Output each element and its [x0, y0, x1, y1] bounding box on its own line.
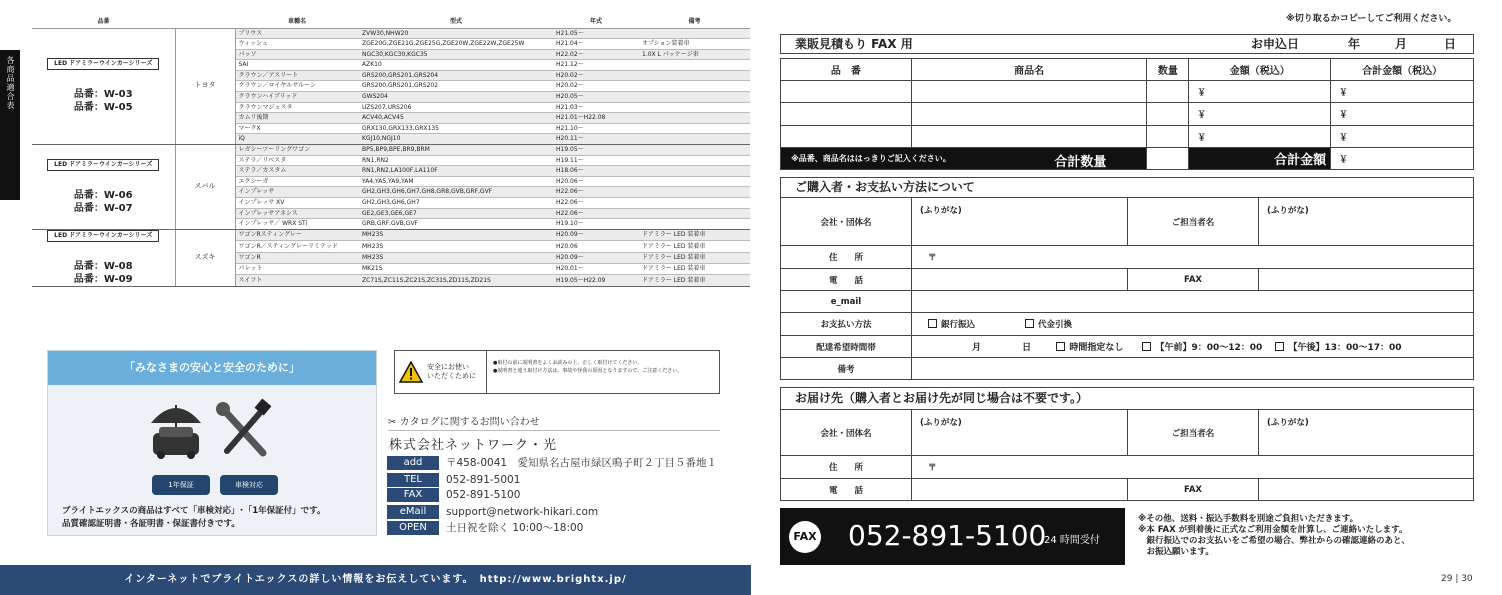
model-code-cell: GWS204 — [359, 92, 553, 103]
order-row — [781, 126, 1474, 148]
phone-input[interactable] — [912, 269, 1128, 291]
footer-banner[interactable]: インターネットでブライトエックスの詳しい情報をお伝えしています。 http://www.brightx.jp/ — [0, 565, 751, 595]
year-cell: H18.06～ — [553, 166, 639, 177]
company-label: 会社・団体名 — [781, 198, 912, 246]
fax-input[interactable] — [1259, 269, 1474, 291]
inspection-badge: 車検対応 — [220, 475, 278, 495]
shipping-table — [780, 409, 1474, 501]
part-input[interactable] — [781, 103, 912, 126]
notes-cell — [639, 70, 750, 81]
bank-transfer-checkbox[interactable] — [928, 319, 937, 328]
header-year: 年式 — [553, 14, 639, 28]
remarks-input[interactable] — [912, 358, 1474, 380]
year-cell: H19.05～H22.09 — [553, 275, 639, 286]
part-number: 品番：W-08 — [73, 260, 133, 272]
payment-label: お支払い方法 — [781, 313, 912, 336]
page-numbers: 29 | 30 — [1441, 574, 1473, 584]
model-code-cell: GRB,GRF,GVB,GVF — [359, 219, 553, 230]
car-name-cell: ワゴンR／スティングレーリミテッド — [235, 241, 359, 252]
notes-cell: 1.0X L パッケージ車 — [639, 49, 750, 60]
contact-person-input[interactable]: (ふりがな) — [1259, 198, 1474, 246]
ship-phone-input[interactable] — [912, 479, 1128, 501]
notes-cell: オプション装着車 — [639, 39, 750, 50]
note-line: お振込願います。 — [1138, 547, 1214, 557]
year-cell: H21.03～ — [553, 102, 639, 113]
email-input[interactable] — [912, 291, 1474, 313]
buyer-company-row — [781, 198, 1474, 246]
notes-cell — [639, 198, 750, 209]
total-qty-label: 合計数量 — [1054, 155, 1107, 170]
delivery-options — [912, 336, 1474, 358]
car-name-cell: パッソ — [235, 49, 359, 60]
order-header-qty: 数量 — [1147, 59, 1189, 81]
contact-email[interactable]: support@network-hikari.com — [446, 506, 599, 518]
car-name-cell: クラウンマジェスタ — [235, 102, 359, 113]
form-title: 業販見積もり FAX 用 — [795, 37, 913, 51]
delivery-day[interactable]: 日 — [1022, 343, 1032, 353]
notes-cell — [639, 28, 750, 39]
ship-contact-input[interactable]: (ふりがな) — [1259, 410, 1474, 456]
car-name-cell: ステラ／カスタム — [235, 166, 359, 177]
total-input[interactable]: ￥ — [1331, 103, 1474, 126]
amount-input[interactable]: ￥ — [1189, 81, 1331, 103]
notes-cell: ドアミラー LED 装着車 — [639, 263, 750, 274]
model-code-cell: KGJ10,NGJ10 — [359, 134, 553, 145]
car-name-cell: インプレッサ XV — [235, 198, 359, 209]
buyer-address-row — [781, 246, 1474, 269]
model-code-cell: UZS207,URS206 — [359, 102, 553, 113]
buyer-email-row — [781, 291, 1474, 313]
part-number-cell — [32, 229, 175, 286]
contact-fax: 052-891-5100 — [446, 489, 521, 501]
safety-text-line2: 品質確認証明書・各証明書・保証書付きです。 — [62, 519, 240, 529]
ship-company-input[interactable]: (ふりがな) — [912, 410, 1128, 456]
header-notes: 備考 — [639, 14, 750, 28]
contact-label-email: eMail — [387, 505, 439, 519]
order-header-total: 合計金額（税込） — [1331, 59, 1474, 81]
total-input[interactable]: ￥ — [1331, 126, 1474, 148]
phone-label: 電 話 — [781, 269, 912, 291]
notes-cell: ドアミラー LED 装着車 — [639, 252, 750, 263]
inquiry-divider — [388, 430, 720, 431]
year-cell: H20.02～ — [553, 70, 639, 81]
payment-row — [781, 313, 1474, 336]
payment-options — [912, 313, 1474, 336]
year-cell: H20.06～ — [553, 176, 639, 187]
amount-input[interactable]: ￥ — [1189, 103, 1331, 126]
model-code-cell: RN1,RN2 — [359, 155, 553, 166]
order-row — [781, 103, 1474, 126]
series-label: LED ドアミラーウインカーシリーズ — [47, 159, 159, 171]
model-code-cell: MK21S — [359, 263, 553, 274]
warning-label — [395, 351, 487, 393]
date-day[interactable]: 日 — [1444, 37, 1457, 51]
delivery-row — [781, 336, 1474, 358]
year-cell: H22.06～ — [553, 208, 639, 219]
notes-cell — [639, 134, 750, 145]
model-code-cell: ZVW30,NHW20 — [359, 28, 553, 39]
notes-cell — [639, 208, 750, 219]
notes-cell — [639, 187, 750, 198]
fax-number: 052-891-5100 — [848, 519, 1047, 552]
safety-title: 「みなさまの安心と安全のために」 — [48, 351, 376, 385]
part-number: 品番：W-07 — [73, 202, 133, 214]
year-cell: H21.05～ — [553, 28, 639, 39]
year-cell: H20.02～ — [553, 81, 639, 92]
warning-label-line2: いただくために — [427, 372, 476, 380]
maker-cell: スズキ — [175, 229, 235, 286]
buyer-section-title: ご購入者・お支払い方法について — [780, 177, 1474, 198]
safety-text — [62, 505, 325, 531]
car-name-cell: スイフト — [235, 275, 359, 286]
part-number-cell — [32, 28, 175, 145]
total-qty-input[interactable] — [1147, 148, 1189, 170]
date-month[interactable]: 月 — [1395, 37, 1408, 51]
order-total-row — [781, 148, 1474, 170]
part-number: 品番：W-05 — [73, 102, 133, 114]
year-cell: H21.04～ — [553, 39, 639, 50]
year-cell: H19.05～ — [553, 145, 639, 156]
contact-person-label: ご担当者名 — [1128, 198, 1259, 246]
notes-cell — [639, 219, 750, 230]
safety-warning-box — [394, 350, 720, 394]
series-label: LED ドアミラーウインカーシリーズ — [47, 58, 159, 70]
address-label: 住 所 — [781, 246, 912, 269]
contact-label-open: OPEN — [387, 521, 439, 535]
car-name-cell: レガシーツーリングワゴン — [235, 145, 359, 156]
model-code-cell: RN1,RN2,LA100F,LA110F — [359, 166, 553, 177]
car-name-cell: マークX — [235, 123, 359, 134]
car-name-cell: インプレッサアネシス — [235, 208, 359, 219]
year-cell: H20.11～ — [553, 134, 639, 145]
model-code-cell: MH23S — [359, 229, 553, 240]
car-name-cell: インプレッサ／ WRX STi — [235, 219, 359, 230]
note-line: 銀行振込でのお支払いをご希望の場合、弊社からの確認連絡のあと、 — [1138, 536, 1411, 546]
header-model-code: 型式 — [359, 14, 553, 28]
fax-badge: FAX — [789, 521, 821, 553]
car-name-cell: クラウンハイブリッド — [235, 92, 359, 103]
date-year[interactable]: 年 — [1348, 37, 1361, 51]
year-cell: H21.12～ — [553, 60, 639, 71]
notes-cell — [639, 123, 750, 134]
header-maker — [175, 14, 235, 28]
part-number: 品番：W-03 — [73, 89, 133, 101]
notes-cell — [639, 81, 750, 92]
total-qty-cell — [781, 148, 1147, 170]
am-checkbox[interactable] — [1142, 342, 1151, 351]
year-cell: H22.06～ — [553, 187, 639, 198]
note-line: ※本 FAX が到着後に正式なご利用金額を計算し、ご連絡いたします。 — [1138, 525, 1408, 535]
cod-checkbox[interactable] — [1025, 319, 1034, 328]
total-amount-input[interactable]: ￥ — [1331, 148, 1474, 170]
warning-line2: ●説明書と違う取付け方法は、事故や怪我の原因となりますので、ご注意ください。 — [493, 368, 683, 374]
model-code-cell: BP5,BP9,BPE,BR9,BRM — [359, 145, 553, 156]
contact-hours: 土日祝を除く 10:00～18:00 — [446, 522, 584, 534]
notes-cell — [639, 176, 750, 187]
company-input[interactable]: (ふりがな) — [912, 198, 1128, 246]
warning-line1: ●取付の前に説明書をよくお読みの上、正しく取付けてください。 — [493, 360, 643, 366]
car-name-cell: ワゴンR — [235, 252, 359, 263]
car-name-cell: カムリ後期 — [235, 113, 359, 124]
car-name-cell: SAI — [235, 60, 359, 71]
fax-hours: 24 時間受付 — [1044, 535, 1100, 546]
model-code-cell: GE2,GE3,GE6,GE7 — [359, 208, 553, 219]
car-name-cell: iQ — [235, 134, 359, 145]
qty-input[interactable] — [1147, 126, 1189, 148]
ship-address-input[interactable]: 〒 — [912, 456, 1474, 479]
amount-input[interactable]: ￥ — [1189, 126, 1331, 148]
address-input[interactable]: 〒 — [912, 246, 1474, 269]
ship-address-row — [781, 456, 1474, 479]
note-line: ※その他、送料・振込手数料を別途ご負担いただきます。 — [1138, 514, 1359, 524]
model-code-cell: MH23S — [359, 252, 553, 263]
year-cell: H19.11～ — [553, 155, 639, 166]
remarks-label: 備考 — [781, 358, 912, 380]
notes-cell — [639, 113, 750, 124]
compatibility-table — [32, 14, 750, 287]
pm-checkbox[interactable] — [1275, 342, 1284, 351]
car-name-cell: クラウン／アスリート — [235, 70, 359, 81]
model-code-cell: AZK10 — [359, 60, 553, 71]
contact-label-add: add — [387, 456, 439, 470]
notes-cell: ドアミラー LED 装着車 — [639, 241, 750, 252]
ship-phone-label: 電 話 — [781, 479, 912, 501]
order-header-product: 商品名 — [911, 59, 1147, 81]
model-code-cell: ZGE20G,ZGE21G,ZGE25G,ZGE20W,ZGE22W,ZGE25W — [359, 39, 553, 50]
warning-triangle-icon — [399, 361, 423, 383]
ship-company-row — [781, 410, 1474, 456]
remarks-row — [781, 358, 1474, 380]
notes-cell: ドアミラー LED 装着車 — [639, 229, 750, 240]
pm-label: 【午後】13：00～17：00 — [1288, 343, 1402, 353]
qty-input[interactable] — [1147, 103, 1189, 126]
order-header-part: 品 番 — [781, 59, 912, 81]
notes-cell — [639, 166, 750, 177]
year-cell: H20.09～ — [553, 229, 639, 240]
buyer-phone-row — [781, 269, 1474, 291]
email-label: e_mail — [781, 291, 912, 313]
product-input[interactable] — [911, 126, 1147, 148]
notes-cell — [639, 145, 750, 156]
part-number-cell — [32, 145, 175, 230]
year-cell: H20.01～ — [553, 263, 639, 274]
company-name: 株式会社ネットワーク・光 — [389, 438, 558, 453]
part-number: 品番：W-06 — [73, 189, 133, 201]
copy-note: ※切り取るかコピーしてご利用ください。 — [1286, 14, 1457, 24]
notes-cell — [639, 102, 750, 113]
model-code-cell: GRS200,GRS201,GRS202 — [359, 81, 553, 92]
inquiry-title — [388, 413, 540, 428]
delivery-label: 配達希望時間帯 — [781, 336, 912, 358]
compat-header-row — [32, 14, 750, 28]
fax-banner — [780, 508, 1125, 565]
buyer-table — [780, 197, 1474, 380]
compat-row — [32, 28, 750, 39]
car-name-cell: クラウン／ロイヤルサルーン — [235, 81, 359, 92]
ship-fax-label: FAX — [1128, 479, 1259, 501]
car-name-cell: ステラ／リベスタ — [235, 155, 359, 166]
year-cell: H20.06 — [553, 241, 639, 252]
am-label: 【午前】9：00～12：00 — [1155, 343, 1263, 353]
order-row — [781, 81, 1474, 103]
delivery-month[interactable]: 月 — [972, 343, 982, 353]
car-name-cell: インプレッサ — [235, 187, 359, 198]
compat-row — [32, 145, 750, 156]
part-input[interactable] — [781, 81, 912, 103]
car-name-cell: エクシーガ — [235, 176, 359, 187]
form-notes — [1138, 514, 1410, 558]
year-cell: H22.02～ — [553, 49, 639, 60]
bank-transfer-label: 銀行振込 — [941, 320, 976, 330]
ship-fax-input[interactable] — [1259, 479, 1474, 501]
warning-text — [487, 351, 719, 393]
car-name-cell: ウィッシュ — [235, 39, 359, 50]
notes-cell — [639, 60, 750, 71]
shipping-section-title: お届け先（購入者とお届け先が同じ場合は不要です。） — [780, 387, 1474, 410]
model-code-cell: GRS200,GRS201,GRS204 — [359, 70, 553, 81]
ship-address-label: 住 所 — [781, 456, 912, 479]
total-input[interactable]: ￥ — [1331, 81, 1474, 103]
model-code-cell: GRX130,GRX133,GRX135 — [359, 123, 553, 134]
contact-label-fax: FAX — [387, 488, 439, 502]
year-cell: H22.06～ — [553, 198, 639, 209]
no-time-label: 時間指定なし — [1069, 343, 1124, 353]
model-code-cell: GH2,GH3,GH6,GH7 — [359, 198, 553, 209]
year-cell: H21.01～H22.08 — [553, 113, 639, 124]
year-cell: H20.05～ — [553, 92, 639, 103]
car-name-cell: ワゴンRスティングレー — [235, 229, 359, 240]
series-label: LED ドアミラーウインカーシリーズ — [47, 230, 159, 242]
safety-text-line1: ブライトエックスの商品はすべて「車検対応」･「1年保証付」です。 — [62, 506, 326, 516]
inquiry-title-text: カタログに関するお問い合わせ — [399, 417, 540, 428]
qty-input[interactable] — [1147, 81, 1189, 103]
model-code-cell: ZC71S,ZC11S,ZC21S,ZC31S,ZD11S,ZD21S — [359, 275, 553, 286]
header-car-name: 車種名 — [235, 14, 359, 28]
fax-label: FAX — [1128, 269, 1259, 291]
total-amount-label: 合計金額 — [1189, 148, 1331, 170]
date-label: お申込日 — [1251, 37, 1300, 51]
notes-cell: ドアミラー LED 装着車 — [639, 275, 750, 286]
car-name-cell: パレット — [235, 263, 359, 274]
model-code-cell: MH23S — [359, 241, 553, 252]
model-code-cell: NGC30,KGC30,KGC35 — [359, 49, 553, 60]
product-input[interactable] — [911, 103, 1147, 126]
contact-label-tel: TEL — [387, 473, 439, 487]
order-header-row — [781, 59, 1474, 81]
form-title-bar — [780, 34, 1474, 54]
wrench-icon — [216, 402, 263, 453]
safety-panel — [47, 350, 377, 536]
notes-cell — [639, 92, 750, 103]
part-input[interactable] — [781, 126, 912, 148]
scissors-icon: ✂ — [388, 417, 397, 428]
ship-contact-label: ご担当者名 — [1128, 410, 1259, 456]
ship-company-label: 会社・団体名 — [781, 410, 912, 456]
warranty-badge: 1年保証 — [152, 475, 210, 495]
order-table — [780, 58, 1474, 170]
car-umbrella-and-tools-illustration — [143, 395, 293, 465]
contact-tel: 052-891-5001 — [446, 474, 521, 486]
maker-cell: スバル — [175, 145, 235, 230]
cod-label: 代金引換 — [1037, 320, 1072, 330]
car-icon — [153, 427, 199, 459]
order-header-amount: 金額（税込） — [1189, 59, 1331, 81]
year-cell: H19.10～ — [553, 219, 639, 230]
maker-cell: トヨタ — [175, 28, 235, 145]
year-cell: H20.09～ — [553, 252, 639, 263]
year-cell: H21.10～ — [553, 123, 639, 134]
warning-label-line1: 安全にお使い — [427, 363, 469, 371]
compat-row — [32, 229, 750, 240]
no-time-checkbox[interactable] — [1056, 342, 1065, 351]
side-tab: 各商品適合表 — [0, 50, 20, 200]
clear-note: ※品番、商品名ははっきりご記入ください。 — [791, 154, 951, 163]
part-number: 品番：W-09 — [73, 273, 133, 285]
ship-phone-row — [781, 479, 1474, 501]
contact-address: 〒458-0041 愛知県名古屋市緑区鳴子町２丁目５番地１ — [446, 457, 718, 469]
car-name-cell: プリウス — [235, 28, 359, 39]
product-input[interactable] — [911, 81, 1147, 103]
notes-cell — [639, 155, 750, 166]
model-code-cell: GH2,GH3,GH6,GH7,GH8,GR8,GVB,GRF,GVF — [359, 187, 553, 198]
model-code-cell: YA4,YA5,YA9,YAM — [359, 176, 553, 187]
model-code-cell: ACV40,ACV45 — [359, 113, 553, 124]
header-part-no: 品番 — [32, 14, 175, 28]
